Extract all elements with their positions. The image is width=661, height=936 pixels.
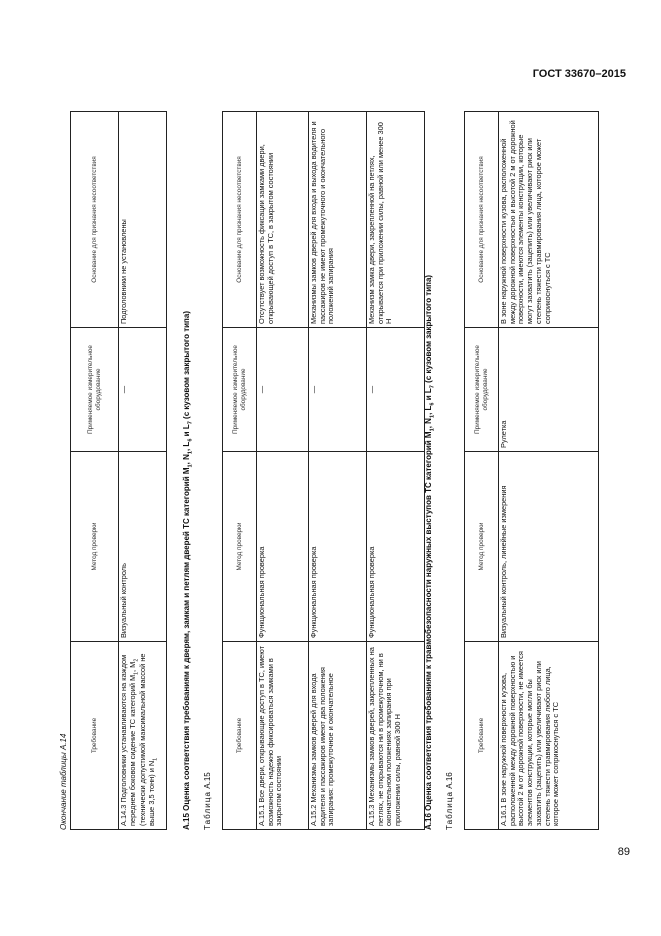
col-requirement: Требование bbox=[223, 642, 257, 830]
col-method: Метод проверки bbox=[71, 452, 119, 642]
requirement-cell: А.15.1 Все двери, открывающие доступ в ТС, имеют возможность надежно фиксироваться замками в закрытом состоянии bbox=[257, 642, 309, 830]
col-basis: Основание для признания несоответствия bbox=[223, 112, 257, 328]
basis-cell: Механизм замка двери, закрепленной на петлях, открывается при приложении силы, равной или менее 300 Н bbox=[367, 112, 425, 328]
basis-cell: В зоне наружной поверхности кузова, расположенной между дорожной поверхностью и высотой 2 м от дорожной поверхности, имеются элементы конструкции, которые могут захватить (зацепить) или увеличивают риск или степень тяжести травмирования лица, которое может соприкоснуться с ТС bbox=[499, 112, 599, 328]
section-a15-block bbox=[180, 112, 425, 830]
col-method: Метод проверки bbox=[465, 452, 499, 642]
equipment-cell: — bbox=[309, 328, 367, 452]
table-row bbox=[499, 112, 599, 830]
table-row bbox=[367, 112, 425, 830]
table-a14-row1-requirement-plain bbox=[0, 0, 1, 1]
col-equipment: Применяемое измерительное оборудование bbox=[465, 328, 499, 452]
method-cell: Визуальный контроль bbox=[119, 452, 167, 642]
page-number: 89 bbox=[617, 846, 630, 858]
col-basis: Основание для признания несоответствия bbox=[465, 112, 499, 328]
section-a15-title: А.15 Оценка соответствия требованиям к дверям, замкам и петлям дверей ТС категорий $M_1$, $N_1$, $L_6$ и $L_7$ (с кузовом закрытого типа) bbox=[182, 311, 194, 830]
table-row bbox=[119, 112, 167, 830]
col-method: Метод проверки bbox=[223, 452, 257, 642]
equipment-cell: Рулетка bbox=[499, 328, 599, 452]
requirement-cell: А.15.3 Механизмы замков дверей, закрепленных на петлях, не открываются ни в промежуточном, ни в окончательном положениях запирания при приложении силы, равной 300 Н bbox=[367, 642, 425, 830]
col-requirement: Требование bbox=[465, 642, 499, 830]
requirement-cell: А.16.1 В зоне наружной поверхности кузова, расположенной между дорожной поверхностью и высотой 2 м от дорожной поверхности, не имеется элементов конструкции, которые могли бы захватить (зацепить) или увеличивают риск или степень тяжести травмирования любого лица, которое может соприкоснуться с ТС bbox=[499, 642, 599, 830]
continuation-caption: Окончание таблицы А.14 bbox=[59, 733, 68, 830]
col-basis: Основание для признания несоответствия bbox=[71, 112, 119, 328]
basis-cell: Подголовники не установлены bbox=[119, 112, 167, 328]
table-a15 bbox=[222, 111, 425, 830]
table-row bbox=[257, 112, 309, 830]
equipment-cell: — bbox=[119, 328, 167, 452]
basis-cell: Отсутствует возможность фиксации замками двери, открывающей доступ в ТС, в закрытом состоянии bbox=[257, 112, 309, 328]
section-a16-block bbox=[422, 112, 599, 830]
table-a15-label: Таблица А.15 bbox=[203, 772, 212, 830]
table-a16-label: Таблица А.16 bbox=[445, 772, 454, 830]
method-cell: Функциональная проверка bbox=[257, 452, 309, 642]
section-a16-title: А.16 Оценка соответствия требованиям к травмобезопасности наружных выступов ТС категорий $M_1$, $N_1$, $L_6$ и $L_7$ (с кузовом закрытого типа) bbox=[424, 274, 436, 830]
col-equipment: Применяемое измерительное оборудование bbox=[223, 328, 257, 452]
standard-designation: ГОСТ 33670–2015 bbox=[532, 68, 626, 80]
table-a16 bbox=[464, 111, 599, 830]
requirement-cell: А.15.2 Механизмы замков дверей для входа водителя и пассажиров имеют два положения запирания: промежуточное и окончательное bbox=[309, 642, 367, 830]
requirement-cell: А.14.3 Подголовники устанавливаются на каждом переднем боковом сидение ТС категорий $M_1$, $M_2$ (технически допустимой максимальной массой не выше 3,5 тонн) и $N_1$ bbox=[119, 642, 167, 830]
equipment-cell: — bbox=[257, 328, 309, 452]
table-row bbox=[309, 112, 367, 830]
method-cell: Визуальный контроль, линейные измерения bbox=[499, 452, 599, 642]
method-cell: Функциональная проверка bbox=[309, 452, 367, 642]
method-cell: Функциональная проверка bbox=[367, 452, 425, 642]
equipment-cell: — bbox=[367, 328, 425, 452]
basis-cell: Механизмы замков дверей для входа и выхода водителя и пассажиров не имеют промежуточного и окончательного положений запирания bbox=[309, 112, 367, 328]
table-a14 bbox=[70, 111, 167, 830]
col-equipment: Применяемое измерительное оборудование bbox=[71, 328, 119, 452]
table-a14-block bbox=[58, 112, 167, 830]
col-requirement: Требование bbox=[71, 642, 119, 830]
